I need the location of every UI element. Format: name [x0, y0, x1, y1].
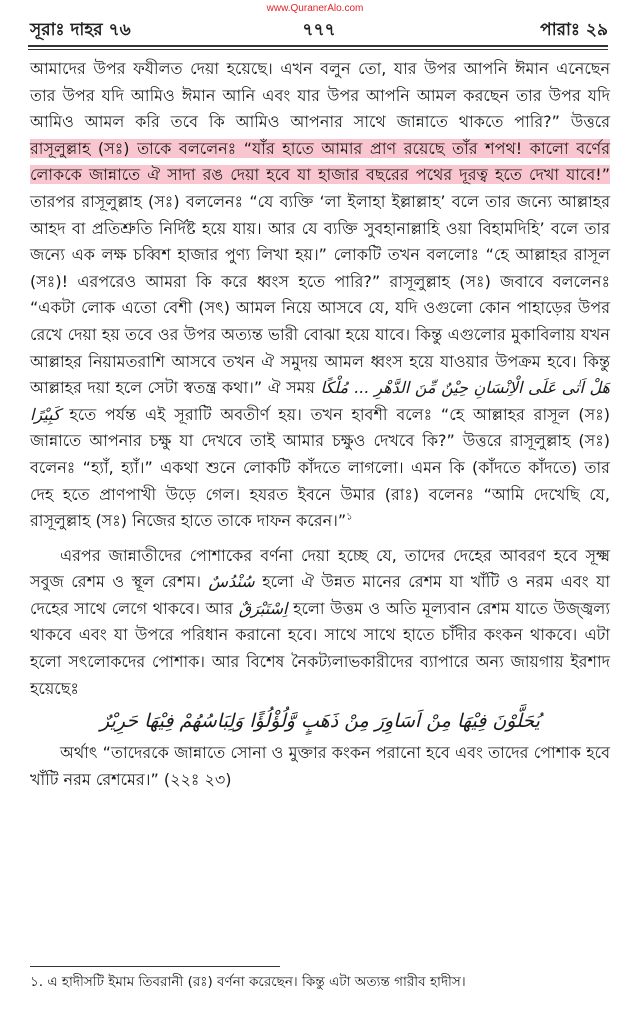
p1-text-b: তারপর রাসূলুল্লাহ (সঃ) বললেনঃ “যে ব্যক্তি ‘লা ইলাহা ইল্লাল্লাহ’ বলে তার জন্যে আল্লাহর আহদ বা প্রতিশ্রুতি নির্দিষ্ট হয়ে যায়। আর যে ব্যক্তি সুবহানাল্লাহি ওয়া বিহামদিহি’ বলে তার জন্যে এক লক্ষ চব্বিশ হাজার পুণ্য লিখা হয়।” লোকটি তখন বললোঃ “হে আল্লাহর রাসূল (সঃ)! এরপরেও আমরা কি করে ধ্বংস হতে পারি?” রাসূলুল্লাহ (সঃ) জবাবে বললেনঃ “একটা লোক এতো বেশী (সৎ) আমল নিয়ে আসবে যে, যদি ওগুলো কোন পাহাড়ের উপর রেখে দেয়া হয় তবে ওর উপর অত্যন্ত ভারী বোঝা হয়ে যাবে। কিন্তু এগুলোর মুকাবিলায় যখন আল্লাহর নিয়ামতরাশি আসবে তখন ঐ সমুদয় আমল ধ্বংস হয়ে যাওয়ার উপক্রম হবে। কিন্তু আল্লাহর দয়া হলে সেটা স্বতন্ত্র কথা।” ঐ সময় [30, 191, 610, 398]
page-number: ৭৭৭ [302, 20, 336, 40]
arabic-word-istabraq: اِسْتَبْرَقٌ [238, 598, 288, 618]
footnote: ১. এ হাদীসটি ইমাম তিবরানী (রঃ) বর্ণনা করেছেন। কিন্তু এটা অত্যন্ত গারীব হাদীস। [30, 974, 466, 990]
arabic-verse-reference: هَلْ اَتٰى عَلَى الْاِنْسَانِ حِيْنٌ مِّنَ الدَّهْرِ ... مُلْكًا كَبِيْرًا [30, 378, 610, 424]
footnote-rule [30, 966, 280, 967]
footnote-marker: ১ [346, 511, 353, 523]
highlighted-hadith: রাসূলুল্লাহ (সঃ) তাকে বললেনঃ “যাঁর হাতে আমার প্রাণ রয়েছে তাঁর শপথ! কালো বর্ণের লোককে জান্নাতে ঐ সাদা রঙ দেয়া হবে যা হাজার বছরের পথের দূরত্ব হতে দেখা যাবে!” [30, 138, 610, 185]
header-rule-thin [28, 49, 608, 50]
p1-text-a: আমাদের উপর ফযীলত দেয়া হয়েছে। এখন বলুন তো, যার উপর আপনি ঈমান এনেছেন তার উপর যদি আমিও ঈমান আনি এবং যার উপর আপনি আমল করছেন তার উপর যদি আমিও আমল করি তবে কি আমিও আপনার সাথে জান্নাতে থাকতে পারি?” উত্তরে [30, 59, 610, 132]
page-body [30, 56, 610, 793]
page-header [30, 17, 608, 41]
header-rule [28, 45, 608, 47]
surah-label: সূরাঃ দাহর ৭৬ [30, 20, 131, 40]
paragraph-3 [30, 740, 610, 793]
p3-text: অর্থাৎ “তাদেরকে জান্নাতে সোনা ও মুক্তার কংকন পরানো হবে এবং তাদের পোশাক হবে খাঁটি নরম রেশমের।” (২২ঃ ২৩) [30, 743, 610, 789]
p2-text-b: হলো ঐ উন্নত মানের রেশম যা খাঁটি ও নরম এবং যা দেহের সাথে লেগে থাকবে। আর [30, 572, 610, 618]
paragraph-2 [30, 543, 610, 703]
p1-text-c: হতে পর্যন্ত এই সূরাটি অবতীর্ণ হয়। তখন হাবশী বলেঃ “হে আল্লাহর রাসূল (সঃ) জান্নাতে আপনার চক্ষু যা দেখবে তাই আমার চক্ষুও দেখবে কি?” উত্তরে রাসূলুল্লাহ (সঃ) বলেনঃ “হ্যাঁ, হ্যাঁ।” একথা শুনে লোকটি কাঁদতে লাগলো। এমন কি (কাঁদতে কাঁদতে) তার দেহ হতে প্রাণপাখী উড়ে গেল। হযরত ইবনে উমার (রাঃ) বলেনঃ “আমি দেখেছি যে, রাসূলুল্লাহ (সঃ) নিজের হাতে তাকে দাফন করেন।” [30, 404, 610, 531]
arabic-ayah: يُحَلَّوْنَ فِيْهَا مِنْ اَسَاوِرَ مِنْ ذَهَبٍ وَّلُؤْلُؤًا وَلِبَاسُهُمْ فِيْهَا حَرِيْرٌ [100, 710, 540, 733]
arabic-word-sundus: سُنْدُسٌ [208, 572, 255, 592]
site-url: www.QuranerAlo.com [266, 3, 364, 14]
para-label: পারাঃ ২৯ [540, 20, 608, 40]
p2-text-c: হলো উত্তম ও অতি মূল্যবান রেশম যাতে উজ্জ্বল্য থাকবে এবং যা উপরে পরিধান করানো হবে। সাথে সাথে হাতে চাঁদীর কংকন থাকবে। এটা হলো সৎলোকদের পোশাক। আর বিশেষ নৈকট্যলাভকারীদের ব্যাপারে অন্য জায়গায় ইরশাদ হয়েছেঃ [30, 598, 610, 698]
paragraph-1 [30, 56, 610, 535]
p2-text-a: এরপর জান্নাতীদের পোশাকের বর্ণনা দেয়া হচ্ছে যে, তাদের দেহের আবরণ হবে সূক্ষ্ম সবুজ রেশম ও স্থূল রেশম। [30, 545, 610, 592]
